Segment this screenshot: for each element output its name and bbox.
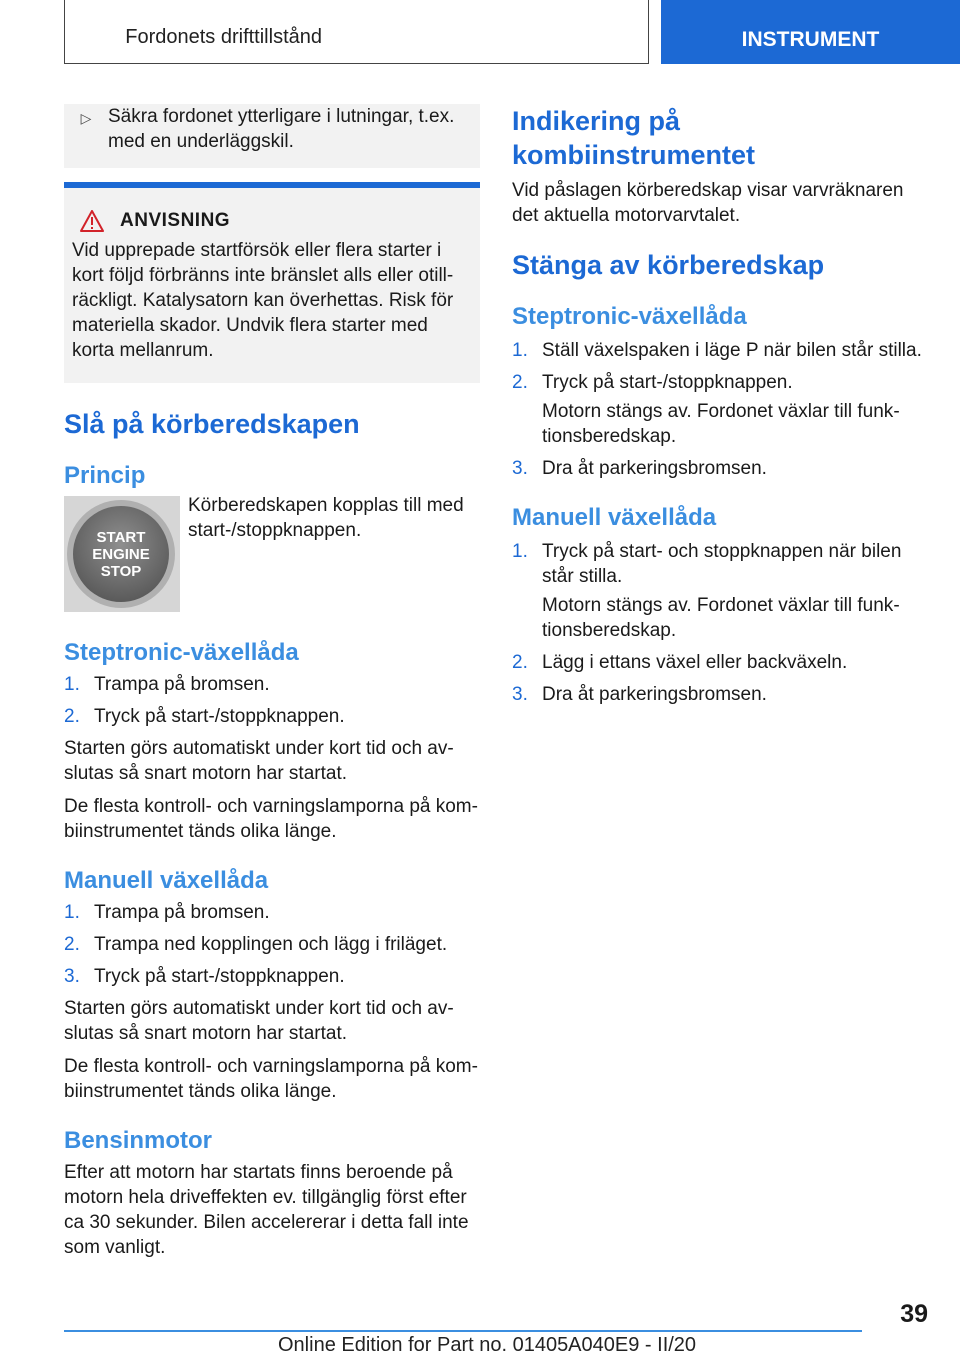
subheading-manual-stop: Manuell växellåda — [512, 504, 717, 531]
right-column — [512, 104, 922, 714]
list-item: 2. Tryck på start-/stoppknappen. — [64, 706, 345, 727]
list-item: 2. Tryck på start-/stoppknappen. — [512, 372, 793, 393]
principle-text: Körberedskapen kopplas till med start-/stoppknappen. — [188, 495, 464, 541]
section-heading-indication: Indikering på kombiinstrumentet — [512, 106, 756, 170]
button-text-stop: STOP — [100, 563, 142, 580]
subheading-principle: Princip — [64, 462, 146, 489]
left-column — [64, 104, 480, 1260]
list-item: 1. Tryck på start- och stoppknappen när bilen står stilla. — [512, 541, 902, 587]
manual-stop-steps-cont — [512, 650, 922, 707]
list-item: 1. Ställ växelspaken i läge P när bilen står stilla. — [512, 340, 922, 361]
manual-stop-substep: Motorn stängs av. Fordonet växlar till funktionsberedskap. — [542, 595, 900, 641]
start-stop-button-image — [64, 496, 180, 612]
principle-row — [64, 493, 480, 612]
list-item: 1. Trampa på bromsen. — [64, 674, 270, 695]
subheading-steptronic-start: Steptronic-växellåda — [64, 639, 299, 666]
list-item: 2. Trampa ned kopplingen och lägg i friläget. — [64, 934, 448, 955]
steptronic-start-steps — [64, 672, 480, 729]
indication-text: Vid påslagen körberedskap visar varvräknaren det aktuella motorvarvtalet. — [512, 180, 904, 226]
warning-title: ANVISNING — [120, 210, 231, 231]
manual-start-note-1: Starten görs automatiskt under kort tid och avslutas så snart motorn har startat. — [64, 998, 454, 1044]
list-item: 2. Lägg i ettans växel eller backväxeln. — [512, 652, 848, 673]
footer-edition: Online Edition for Part no. 01405A040E9 - II/20 — [278, 1334, 697, 1356]
header-frame — [64, 0, 649, 64]
note-text: Säkra fordonet ytterligare i lutningar, t.ex. med en underläggskil. — [108, 106, 455, 152]
subheading-steptronic-stop: Steptronic-växellåda — [512, 303, 747, 330]
footer-divider — [64, 1330, 862, 1332]
header-chapter-tab: INSTRUMENT — [661, 0, 960, 64]
steptronic-start-note-1: Starten görs automatiskt under kort tid och avslutas så snart motorn har startat. — [64, 738, 454, 784]
start-stop-button-icon — [64, 496, 180, 612]
page-number: 39 — [900, 1300, 928, 1328]
warning-box — [64, 182, 480, 383]
petrol-text: Efter att motorn har startats finns beroende på motorn hela driveffekten ev. tillgänglig först efter ca 30 sekunder. Bilen accelererar i detta fall inte som vanligt. — [64, 1162, 469, 1258]
warning-header — [72, 210, 472, 232]
steptronic-start-note-2: De flesta kontroll- och varningslamporna på kombiinstrumentet tänds olika länge. — [64, 796, 478, 842]
steptronic-stop-steps — [512, 338, 922, 395]
subheading-petrol: Bensinmotor — [64, 1127, 213, 1154]
button-text-start: START — [96, 529, 146, 546]
section-heading-start: Slå på körberedskapen — [64, 409, 360, 439]
list-item: 3. Dra åt parkeringsbromsen. — [512, 458, 767, 479]
steptronic-stop-steps-cont — [512, 456, 922, 481]
note-box — [64, 104, 480, 168]
subheading-manual-start: Manuell växellåda — [64, 867, 269, 894]
steptronic-stop-substep: Motorn stängs av. Fordonet växlar till funktionsberedskap. — [542, 401, 900, 447]
header-section-title: Fordonets drifttillstånd — [125, 26, 322, 48]
warning-text: Vid upprepade startförsök eller flera starter i kort följd förbränns inte bränslet alls eller otillräckligt. Katalysatorn kan överhettas. Risk för materiella skador. Undvik flera starter med korta mellanrum. — [72, 240, 454, 361]
list-item: 3. Dra åt parkeringsbromsen. — [512, 684, 767, 705]
list-item: 1. Trampa på bromsen. — [64, 902, 270, 923]
manual-start-steps — [64, 900, 480, 989]
button-text-engine: ENGINE — [92, 546, 150, 563]
manual-stop-steps — [512, 539, 922, 589]
warning-triangle-icon — [80, 210, 104, 232]
manual-start-note-2: De flesta kontroll- och varningslamporna på kombiinstrumentet tänds olika länge. — [64, 1056, 478, 1102]
list-item: 3. Tryck på start-/stoppknappen. — [64, 966, 345, 987]
triangle-bullet-icon: ▷ — [80, 110, 92, 126]
section-heading-stop: Stänga av körberedskap — [512, 250, 825, 280]
